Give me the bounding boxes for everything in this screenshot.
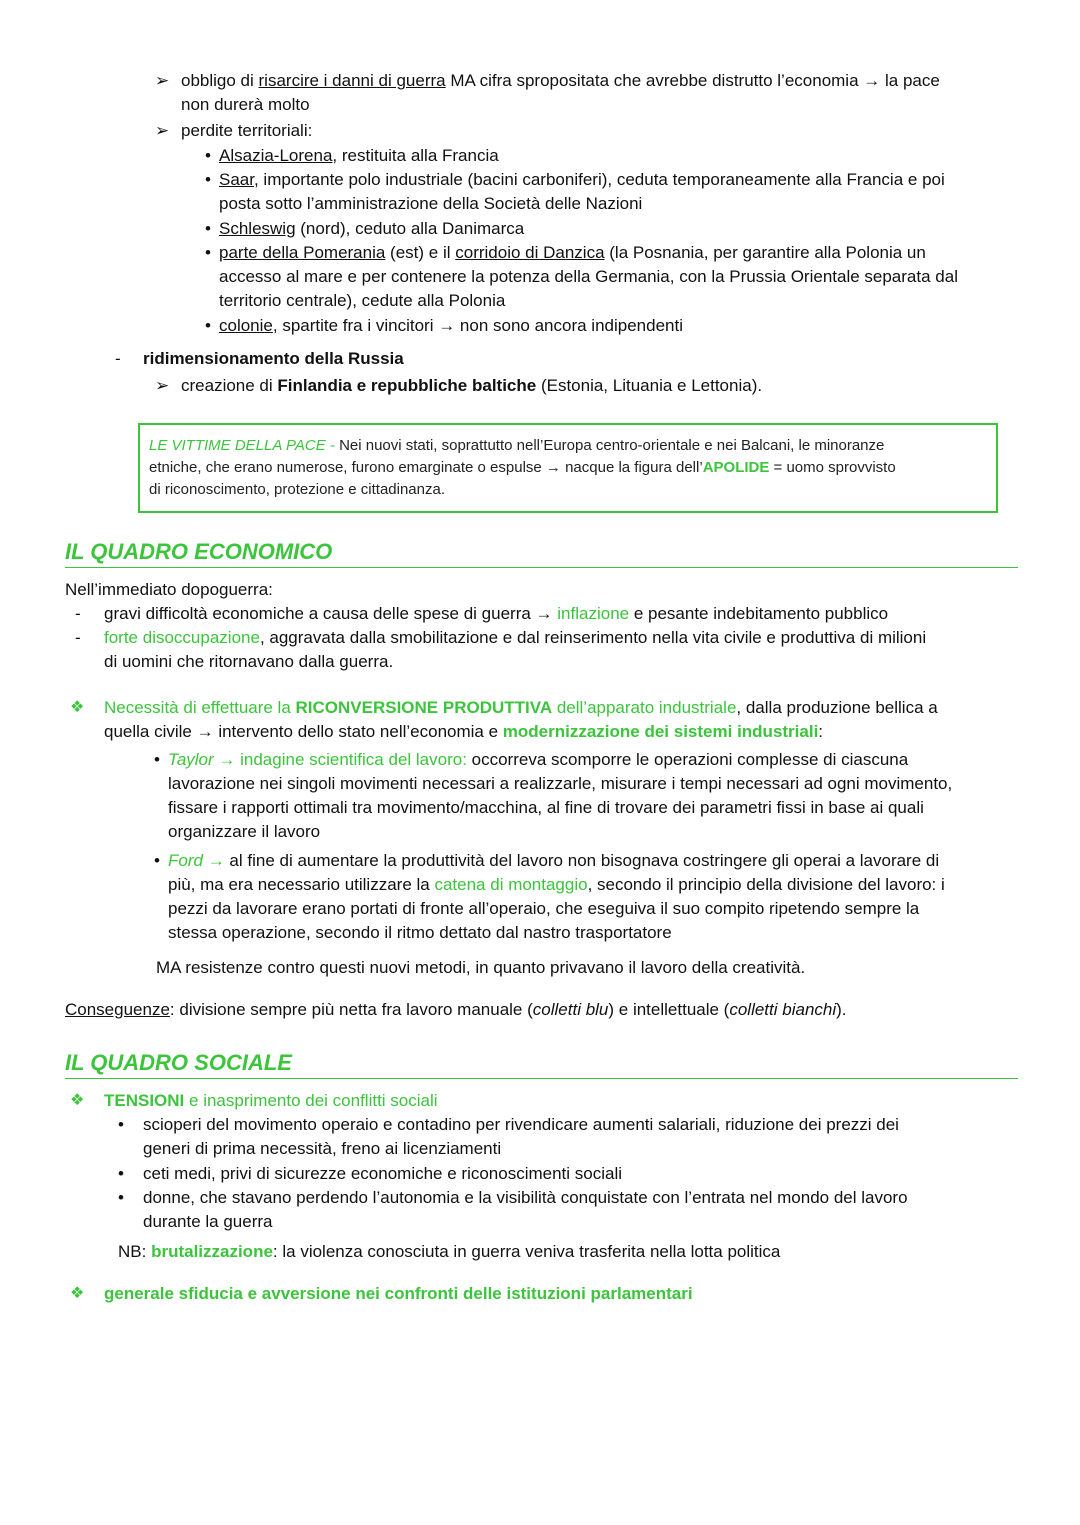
- arrow-bullet-icon: ➢: [155, 121, 170, 140]
- bullet-dot-icon: •: [118, 1164, 124, 1183]
- heading-quadro-sociale: IL QUADRO SOCIALE: [65, 1048, 1018, 1079]
- list-item-ceti-medi: • ceti medi, privi di sicurezze economiche e riconoscimenti sociali: [143, 1162, 622, 1186]
- bullet-dot-icon: •: [205, 219, 211, 238]
- social-sfiducia: generale sfiducia e avversione nei confronti delle istituzioni parlamentari: [104, 1284, 693, 1303]
- bullet-dot-icon: •: [118, 1188, 124, 1207]
- bullet-dot-icon: •: [205, 146, 211, 165]
- diamond-bullet-icon: ❖: [70, 1285, 85, 1302]
- heading-quadro-economico: IL QUADRO ECONOMICO: [65, 537, 1018, 568]
- bullet-dot-icon: •: [205, 316, 211, 335]
- list-item-saar: • Saar, importante polo industriale (bacini carboniferi), ceduta temporaneamente alla Francia e poi posta sotto l’amministrazione della Società delle Nazioni: [205, 170, 945, 213]
- list-item-scioperi: • scioperi del movimento operaio e contadino per rivendicare aumenti salariali, riduzione dei prezzi dei generi di prima necessità, freno ai licenziamenti: [118, 1115, 899, 1158]
- list-item-finlandia: ➢ creazione di Finlandia e repubbliche baltiche (Estonia, Lituania e Lettonia).: [181, 374, 762, 398]
- econ-intro: Nell’immediato dopoguerra:: [65, 580, 273, 599]
- diamond-bullet-icon: ❖: [70, 1092, 85, 1109]
- list-item-ford: • Ford → al fine di aumentare la produttività del lavoro non bisognava costringere gli operai a lavorare di più, ma era necessario utilizzare la catena di montaggio, secondo il principio della divisione del lavoro: i pezzi da lavorare erano portati di fronte all’operaio, che eseguiva il suo compito ripetendo sempre la stessa operazione, secondo il ritmo dettato dal nastro trasportatore: [154, 851, 945, 942]
- bullet-dot-icon: •: [154, 851, 160, 870]
- dash-icon: -: [75, 604, 81, 623]
- econ-conseguenze: Conseguenze: divisione sempre più netta fra lavoro manuale (colletti blu) e intellettuale (colletti bianchi).: [65, 1000, 847, 1019]
- social-tensioni: TENSIONI e inasprimento dei conflitti sociali: [104, 1091, 438, 1110]
- vittime-della-pace-box: LE VITTIME DELLA PACE - Nei nuovi stati, soprattutto nell’Europa centro-orientale e nei Balcani, le minoranze etniche, che erano numerose, furono emarginate o espulse → nacque la figura dell’APOLIDE = uomo sprovvisto di riconoscimento, protezione e cittadinanza.: [138, 423, 998, 513]
- dash-icon: -: [75, 628, 81, 647]
- russia-item: ridimensionamento della Russia: [143, 349, 404, 368]
- bullet-dot-icon: •: [205, 170, 211, 189]
- social-nb: NB: brutalizzazione: la violenza conosciuta in guerra veniva trasferita nella lotta politica: [118, 1242, 781, 1261]
- econ-item-difficolta: gravi difficoltà economiche a causa delle spese di guerra → inflazione e pesante indebitamento pubblico: [104, 604, 889, 623]
- arrow-bullet-icon: ➢: [155, 376, 170, 395]
- list-item-donne: • donne, che stavano perdendo l’autonomia e la visibilità conquistate con l’entrata nel mondo del lavoro durante la guerra: [118, 1188, 908, 1231]
- list-item-taylor: • Taylor → indagine scientifica del lavoro: occorreva scomporre le operazioni complesse di ciascuna lavorazione nei singoli movimenti necessari a realizzarle, misurare i tempi necessari ad ogni movimento, fissare i rapporti ottimali tra movimento/macchina, al fine di trovare dei parametri fissi in base ai quali organizzare il lavoro: [154, 750, 953, 841]
- econ-riconversione: Necessità di effettuare la RICONVERSIONE PRODUTTIVA dell’apparato industriale, dalla produzione bellica a quella civile → intervento dello stato nell’economia e modernizzazione dei sistemi industriali:: [104, 698, 938, 741]
- list-item-schleswig: • Schleswig (nord), ceduto alla Danimarca: [219, 217, 524, 241]
- dash-icon: -: [115, 349, 121, 368]
- arrow-bullet-icon: ➢: [155, 71, 170, 90]
- econ-item-disoccupazione: forte disoccupazione, aggravata dalla smobilitazione e dal reinserimento nella vita civile e produttiva di milioni di uomini che ritornavano dalla guerra.: [104, 628, 927, 671]
- list-item-perdite: ➢ perdite territoriali:: [181, 119, 312, 143]
- diamond-bullet-icon: ❖: [70, 699, 85, 716]
- bullet-dot-icon: •: [118, 1115, 124, 1134]
- bullet-dot-icon: •: [154, 750, 160, 769]
- bullet-dot-icon: •: [205, 243, 211, 262]
- list-item-alsazia: • Alsazia-Lorena, restituita alla Francia: [219, 144, 499, 168]
- list-item-pomerania: • parte della Pomerania (est) e il corridoio di Danzica (la Posnania, per garantire alla Polonia un accesso al mare e per contenere la potenza della Germania, con la Prussia Orientale separata dal territorio centrale), cedute alla Polonia: [205, 243, 958, 310]
- list-item-risarcire: ➢ obbligo di risarcire i danni di guerra MA cifra spropositata che avrebbe distrutto l’economia → la pace non durerà molto: [155, 71, 940, 114]
- list-item-colonie: • colonie, spartite fra i vincitori → non sono ancora indipendenti: [219, 314, 683, 338]
- econ-ma-resistenze: MA resistenze contro questi nuovi metodi, in quanto privavano il lavoro della creatività.: [156, 958, 806, 977]
